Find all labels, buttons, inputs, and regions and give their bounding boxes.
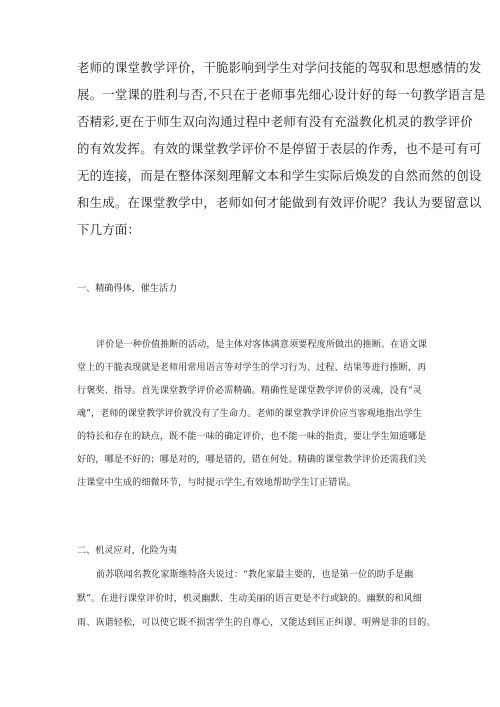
paragraph-line: 行褒奖、指导。首先课堂教学评价必需精确。精确性是课堂教学评价的灵魂，没有“灵	[77, 386, 422, 396]
paragraph-line: 前苏联闻名教化家斯维特洛夫说过：“教化家最主要的，也是第一位的助手是幽	[96, 570, 414, 580]
paragraph-line: 注课堂中生成的细微环节，与时提示学生,有效地帮助学生订正错误。	[77, 478, 356, 488]
paragraph-line: 好的，哪是不好的；哪是对的，哪是错的，错在何处。精确的课堂教学评价还需我们关	[77, 455, 427, 465]
paragraph-line: 的特长和存在的缺点，既不能一味的确定评价，也不能一味的指责，要让学生知道哪是	[77, 432, 427, 442]
intro-line: 否精彩,更在于师生双向沟通过程中老师有没有充溢教化机灵的教学评价	[77, 114, 474, 129]
intro-line: 无的连接，而是在整体深刻理解文本和学生实际后焕发的自然而然的创设	[77, 168, 482, 183]
paragraph-line: 默”。在进行课堂评价时，机灵幽默、生动美丽的语言更是不行或缺的。幽默的和风细	[77, 594, 422, 604]
intro-line: 老师的课堂教学评价，干脆影响到学生对学问技能的驾驭和思想感情的发	[77, 60, 482, 75]
intro-line: 和生成。在课堂教学中，老师如何才能做到有效评价呢？我认为要留意以	[77, 195, 482, 210]
intro-line: 下几方面：	[77, 222, 141, 237]
section-heading: 二、机灵应对，化险为夷	[77, 546, 178, 556]
section-heading: 一、精确得体，催生活力	[77, 284, 178, 294]
paragraph-line: 魂”，老师的课堂教学评价就没有了生命力。老师的课堂教学评价应当客观地指出学生	[77, 409, 422, 419]
paragraph-line: 堂上的干脆表现就是老师用常用语言等对学生的学习行为、过程、结果等进行推断，再	[77, 363, 427, 373]
paragraph-line: 评价是一种价值推断的活动，是主体对客体满意须要程度所做出的推断。在语文课	[96, 340, 427, 350]
paragraph-line: 雨、诙谐轻松，可以使它既不损害学生的自尊心，又能达到匡正纠谬、明辨是非的目的。	[77, 618, 436, 628]
intro-line: 的有效发挥。有效的课堂教学评价不是停留于表层的作秀，也不是可有可	[77, 141, 482, 156]
intro-line: 展。一堂课的胜利与否,不只在于老师事先细心设计好的每一句教学语言是	[77, 87, 486, 102]
